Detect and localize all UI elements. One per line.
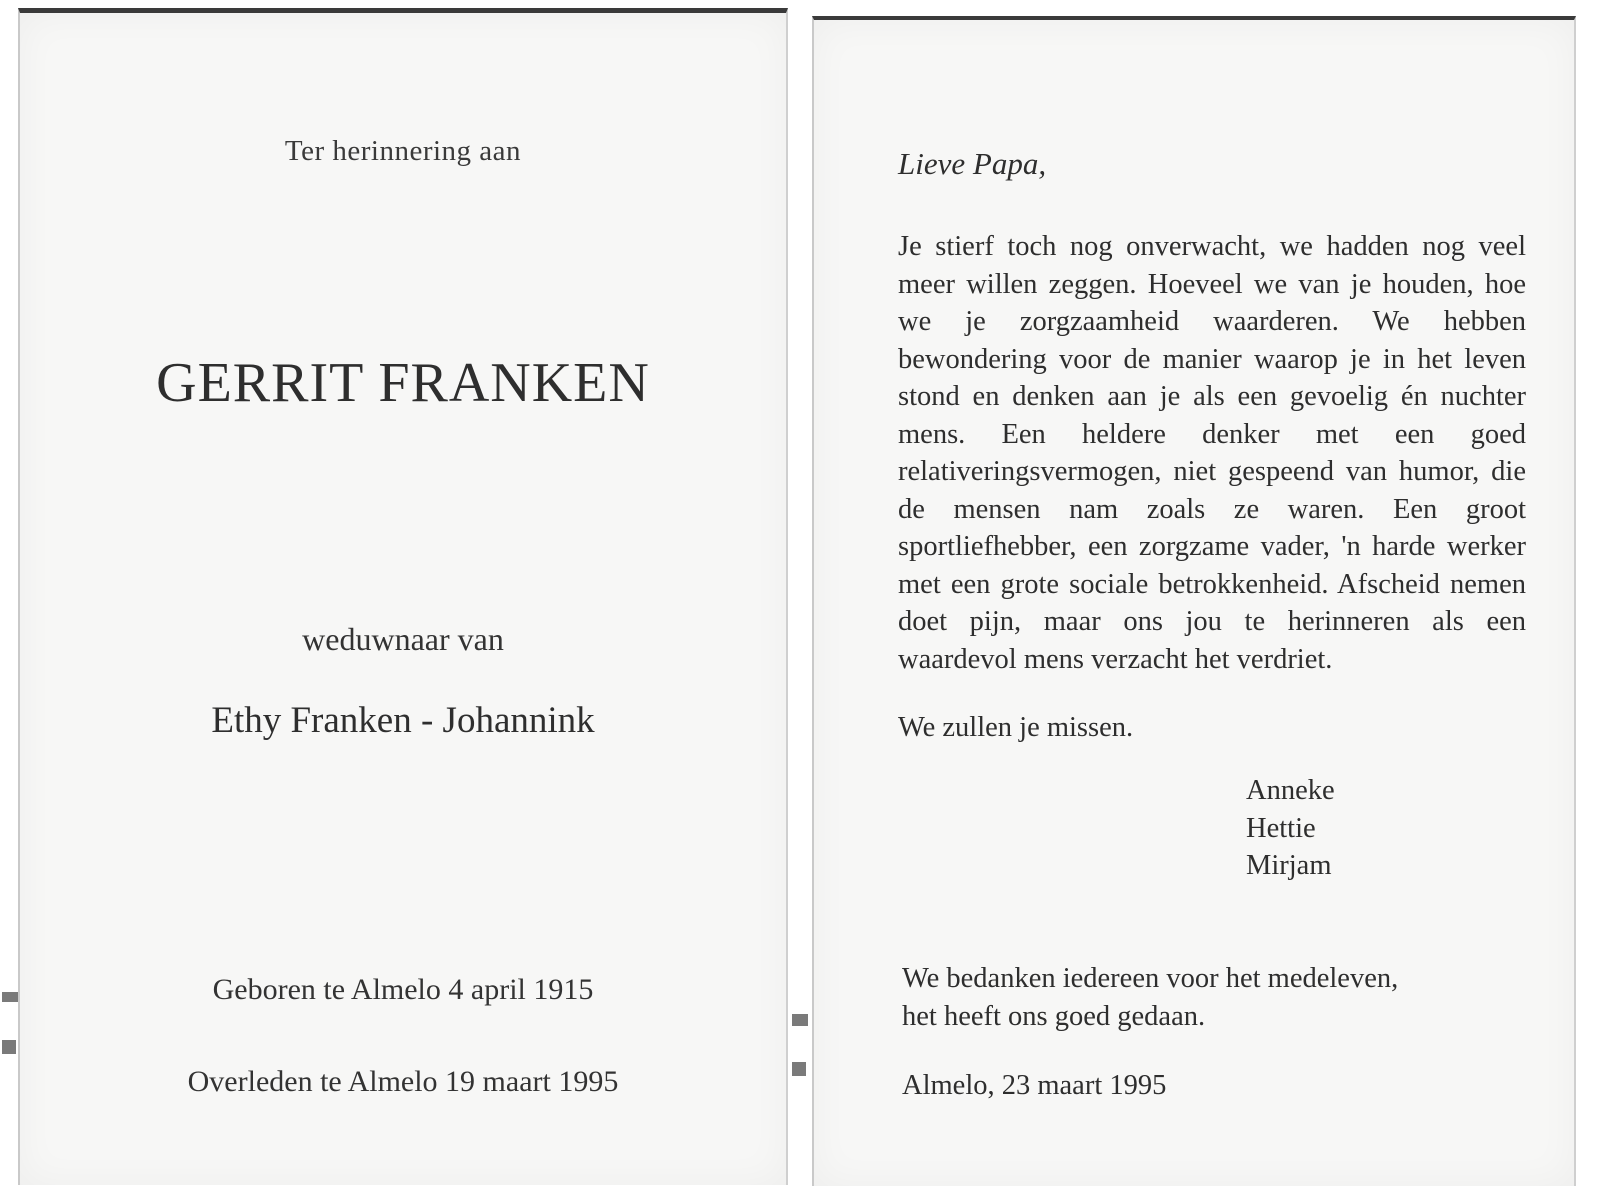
scan-artifact [792, 1014, 808, 1026]
death-line: Overleden te Almelo 19 maart 1995 [187, 1065, 619, 1098]
memorial-card-back [812, 16, 1576, 1186]
signature-name: Mirjam [1246, 850, 1332, 881]
letter-greeting: Lieve Papa, [898, 146, 1047, 181]
memorial-subtitle: Ter herinnering aan [284, 135, 522, 167]
spouse-name: Ethy Franken - Johannink [211, 700, 595, 741]
memorial-card-front [18, 8, 788, 1185]
letter-body: Je stierf toch nog onverwacht, we hadden nog veel meer willen zeggen. Hoeveel we van je houden, hoe we je zorgzaamheid waarderen. We hebben bewondering voor de manier waarop je in het leven stond en denken aan je als een gevoelig én nuchter mens. Een heldere denker met een goed relativeringsvermogen, niet gespeend van humor, die de mensen nam zoals ze waren. Een groot sportliefhebber, een zorgzame vader, 'n harde werker met een grote sociale betrokkenheid. Afscheid nemen doet pijn, maar ons jou te herinneren als een waardevol mens verzacht het verdriet. [898, 231, 1526, 675]
birth-line: Geboren te Almelo 4 april 1915 [212, 973, 594, 1006]
scan-artifact [2, 992, 18, 1002]
signature-list [1246, 772, 1335, 885]
deceased-name: GERRIT FRANKEN [156, 352, 650, 414]
letter-closing: We zullen je missen. [898, 712, 1134, 743]
scan-artifact [792, 1062, 806, 1076]
thanks-note [902, 960, 1542, 1035]
widower-label: weduwnaar van [302, 621, 504, 657]
thanks-line: het heeft ons goed gedaan. [902, 1000, 1206, 1032]
scan-artifact [2, 1040, 16, 1054]
thanks-line: We bedanken iedereen voor het medeleven, [902, 963, 1399, 994]
signature-name: Anneke [1246, 775, 1335, 806]
place-date: Almelo, 23 maart 1995 [902, 1070, 1167, 1101]
signature-name: Hettie [1246, 812, 1316, 844]
